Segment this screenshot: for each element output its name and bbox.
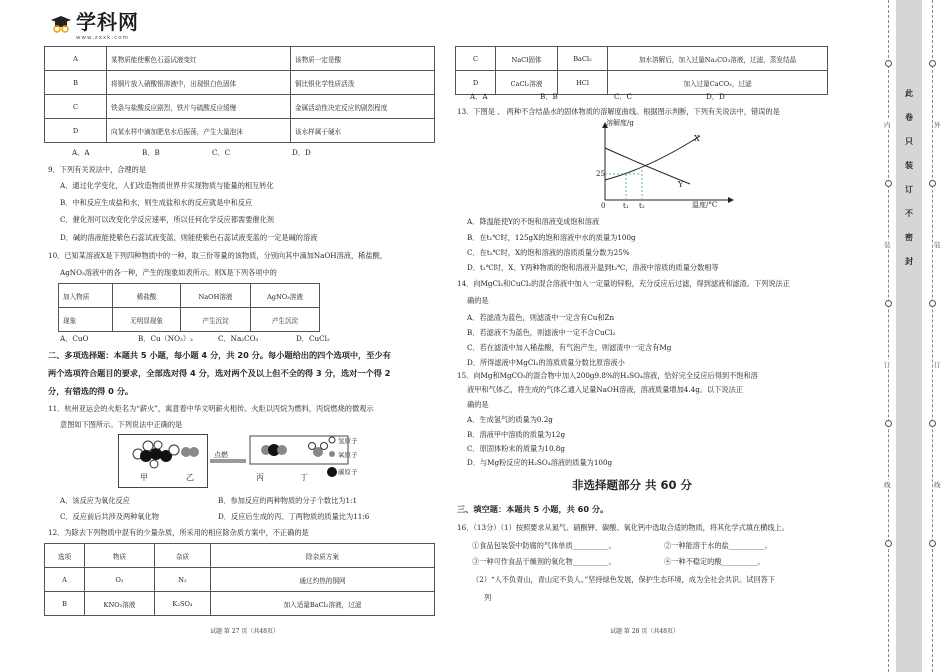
table-row: B 将铜片放入硝酸银溶液中，出现银白色固体 铜比银化学性质活泼	[45, 71, 435, 95]
seal-char: 卷	[905, 113, 913, 122]
q15-stem-1: 15．向Mg和MgCO₃的混合物中加入200g9.8%的H₂SO₄溶液，恰好完全反应后得到不饱和溶	[457, 371, 758, 380]
table-row: D 向某水样中滴加肥皂水后振荡，产生大量泡沫 该水样属于硬水	[45, 119, 435, 143]
q11-option-b: B．参加反应的两种物质的分子个数比为1:1	[218, 496, 358, 505]
q10-option-b: B．Cu（NO₃）₂	[138, 334, 193, 343]
inner-binding-line	[888, 0, 889, 672]
q11-stem-1: 11．杭州亚运会的火炬名为“薪火”，寓意着中华文明薪火相传。火炬以丙烷为燃料，丙烷燃烧的微观示	[48, 404, 374, 413]
q9-option-d: D．碱的溶液能使紫色石蕊试液变蓝，则能使紫色石蕊试液变蓝的一定是碱的溶液	[60, 233, 318, 242]
q12-option-a: A．A	[470, 92, 488, 101]
seal-char: 只	[905, 137, 913, 146]
outer-label: 外	[934, 121, 941, 129]
q9-stem: 9．下列有关说法中，合理的是	[48, 165, 147, 174]
q13-option-c: C．在t₂℃时，X的饱和溶液的溶质质量分数为25%	[467, 248, 630, 257]
table-row: C 铁条与盐酸反应剧烈，铁片与硫酸反应缓慢 金属活动性决定反应的剧烈程度	[45, 95, 435, 119]
chart-tick-25: 25	[596, 170, 605, 178]
inner-label: 内	[884, 121, 891, 129]
inner-label: 装	[884, 241, 891, 249]
q9-option-b: B．中和反应生成盐和水，则生成盐和水的反应就是中和反应	[60, 198, 253, 207]
binding-hole-icon	[885, 60, 892, 67]
q14-stem-2: 确的是	[467, 296, 489, 305]
table-row: 现象 无明显现象 产生沉淀 产生沉淀	[59, 308, 320, 332]
curve-y	[605, 148, 690, 184]
label-ding: 丁	[300, 473, 308, 482]
table-row: B KNO₃溶液 K₂SO₄ 加入适量BaCl₂溶液，过滤	[45, 592, 435, 616]
left-page-footer: 试题 第 27 页（共48页）	[210, 628, 279, 635]
chart-series-x: X	[694, 134, 700, 143]
q16-item-2: ②一种能溶于水的盐__________。	[664, 541, 772, 550]
q13-option-d: D．t₁℃时，X、Y两种物质的饱和溶液升温到t₂℃，溶液中溶质的质量分数相等	[467, 263, 719, 272]
binding-hole-icon	[885, 420, 892, 427]
q9-option-a: A．通过化学变化，人们改造物质世界并实现物质与能量的相互转化	[60, 181, 274, 190]
q12-option-b: B．B	[540, 92, 558, 101]
chart-series-y: Y	[678, 180, 684, 189]
legend-hydrogen: 氢原子	[338, 437, 358, 445]
hydrogen-atom-legend-icon	[329, 437, 335, 443]
chart-y-label: 溶解度/g	[606, 119, 634, 127]
q16-item-4: ④一种不稳定的酸__________。	[664, 557, 765, 566]
q16-item-1: ①食品包装袋中防腐的气体单质__________。	[472, 541, 616, 550]
q15-stem-2: 液甲和气体乙，将生成的气体乙通入足量NaOH溶液，溶液质量增加4.4g。以下说法正	[467, 385, 743, 394]
label-jia: 甲	[140, 473, 148, 482]
q11-option-a: A．该反应为氧化反应	[60, 496, 130, 505]
q15-option-c: C．原固体粉末的质量为10.8g	[467, 444, 565, 453]
q10-stem-1: 10．已知某溶液X是下列四种物质中的一种，取三份等量的该物质，分别向其中滴加NaOH溶液，稀盐酸，	[48, 251, 387, 260]
inner-label: 订	[884, 361, 891, 369]
binding-hole-icon	[885, 180, 892, 187]
seal-char: 订	[905, 185, 913, 194]
logo	[50, 6, 139, 41]
outer-binding-line	[932, 0, 933, 672]
q12-option-d: D．D	[706, 92, 725, 101]
seal-char: 封	[905, 257, 913, 266]
carbon-atom-legend-icon	[327, 467, 337, 477]
q14-option-a: A．若滤渣为蓝色，则滤渣中一定含有Cu和Zn	[467, 313, 615, 322]
binding-hole-icon	[885, 300, 892, 307]
logo-url: www.zxxk.com	[76, 35, 129, 41]
q8-option-a: A．A	[72, 148, 90, 157]
q15-option-d: D．与Mg粉反应的H₂SO₄溶液的质量为100g	[467, 458, 613, 467]
q12-table-left	[44, 543, 435, 616]
q14-option-c: C．若在滤渣中加入稀盐酸，有气泡产生，则滤渣中一定含有Mg	[467, 343, 672, 352]
graduation-cap-icon	[50, 14, 72, 34]
q12-table-right	[455, 46, 828, 95]
q16-item-3: ③一种可作食品干燥剂的氧化物__________。	[472, 557, 616, 566]
q16-part2-line2: 列	[484, 593, 492, 602]
q9-option-c: C．催化剂可以改变化学反应速率，所以任何化学反应都需要催化剂	[60, 215, 274, 224]
binding-hole-icon	[929, 420, 936, 427]
q13-option-a: A．降温能使Y的不饱和溶液变成饱和溶液	[467, 217, 600, 226]
seal-char: 不	[905, 209, 913, 218]
q13-option-b: B．在t₁℃时，125gX的饱和溶液中水的质量为100g	[467, 233, 636, 242]
q14-stem-1: 14．向MgCl₂和CuCl₂的混合溶液中加入一定量的锌粉，充分反应后过滤，得到滤液和滤渣。下列说法正	[457, 279, 790, 288]
oxygen-molecule	[181, 447, 199, 457]
q10-stem-2: AgNO₃溶液中的各一种，产生的现象如表所示。则X是下列各项中的	[60, 268, 277, 277]
q11-option-c: C．反应前后共涉及两种氧化物	[60, 512, 159, 521]
table-row: 选项 物质 杂质 除杂质方案	[45, 544, 435, 568]
q16-stem: 16．（13分）（1）按照要求从氮气、硝酸钾、碳酸、氧化钙中选取合适的物质，将其化学式填在横线上。	[457, 523, 789, 532]
q10-option-a: A．CuO	[60, 334, 89, 343]
chart-x-label: 温度/°C	[692, 201, 718, 209]
chart-tick-t1: t₁	[623, 202, 629, 210]
seal-char: 此	[905, 89, 913, 98]
q8-option-c: C．C	[212, 148, 231, 157]
q8-option-d: D．D	[292, 148, 311, 157]
section3-heading: 三、填空题：本题共 5 小题，共 60 分。	[457, 504, 609, 514]
outer-label: 线	[934, 481, 941, 489]
table-row: D CaCl₂溶液 HCl 加入过量CaCO₃，过滤	[456, 71, 828, 95]
q12-option-c: C．C	[614, 92, 633, 101]
part-title: 非选择题部分 共 60 分	[572, 478, 693, 492]
binding-hole-icon	[885, 540, 892, 547]
chart-tick-0: 0	[601, 202, 606, 210]
q12-stem: 12．为除去下列物质中混有的少量杂质，所采用的相应除杂质方案中，不正确的是	[48, 528, 309, 537]
seal-char: 装	[905, 161, 913, 170]
table-row: 加入物质 稀盐酸 NaOH溶液 AgNO₃溶液	[59, 284, 320, 308]
legend-oxygen: 氧原子	[338, 451, 358, 459]
right-page-footer: 试题 第 28 页（共48页）	[610, 628, 679, 635]
q10-option-d: D．CuCl₂	[296, 334, 330, 343]
arrow-label: 点燃	[214, 451, 228, 459]
q11-stem-2: 意图如下图所示。下列说法中正确的是	[60, 420, 183, 429]
binding-hole-icon	[929, 60, 936, 67]
q14-option-d: D．所得滤液中MgCl₂的溶质质量分数比原溶液小	[467, 358, 625, 367]
q10-table	[58, 283, 320, 332]
table-row: C NaCl固体 BaCl₂ 加水溶解后，加入过量Na₂CO₃溶液，过滤，蒸发结晶	[456, 47, 828, 71]
seal-char: 密	[905, 233, 913, 242]
label-bing: 丙	[256, 473, 264, 482]
oxygen-atom-legend-icon	[329, 451, 335, 457]
section2-heading-1: 二、多项选择题：本题共 5 小题，每小题 4 分，共 20 分。每小题给出的四个选项中，至少有	[48, 350, 391, 360]
label-yi: 乙	[186, 473, 194, 482]
section2-heading-2: 两个选项符合题目的要求，全部选对得 4 分，选对两个及以上但不全的得 3 分，选对一个得 2	[48, 368, 391, 378]
legend-carbon: 碳原子	[338, 468, 358, 476]
q10-option-c: C．Na₂CO₃	[218, 334, 259, 343]
chart-tick-t2: t₂	[639, 202, 645, 210]
left-top-table	[44, 46, 435, 143]
q11-option-d: D．反应后生成的丙、丁两物质的质量比为11:6	[218, 512, 370, 521]
solubility-chart	[590, 118, 740, 218]
binding-hole-icon	[929, 180, 936, 187]
table-row: A O₂ N₂ 通过灼热的铜网	[45, 568, 435, 592]
q15-option-a: A．生成氢气的质量为0.2g	[467, 415, 553, 424]
logo-text: 学科网	[76, 10, 139, 34]
outer-label: 订	[934, 361, 941, 369]
inner-label: 线	[884, 481, 891, 489]
q16-part2-line1: （2）“人不负青山，青山定不负人。”坚持绿色发展，保护生态环境，成为全社会共识。试回答下	[472, 575, 776, 584]
section2-heading-3: 分，有错选的得 0 分。	[48, 386, 134, 396]
binding-hole-icon	[929, 300, 936, 307]
q14-option-b: B．若滤液不为蓝色，则滤液中一定不含CuCl₂	[467, 328, 616, 337]
curve-x	[605, 136, 700, 180]
q15-option-b: B．溶液甲中溶质的质量为12g	[467, 430, 566, 439]
binding-hole-icon	[929, 540, 936, 547]
q15-stem-3: 确的是	[467, 400, 489, 409]
outer-label: 装	[934, 241, 941, 249]
reaction-diagram	[118, 434, 408, 492]
seal-strip	[896, 0, 922, 672]
q13-stem: 13．下图是 、 两种不含结晶水的固体物质的溶解度曲线。根据图示判断，下列有关说法中，错误的是	[457, 107, 780, 116]
table-row: A 某物质能使紫色石蕊试液变红 该物质一定是酸	[45, 47, 435, 71]
q8-option-b: B．B	[142, 148, 160, 157]
propane-molecule	[133, 441, 179, 468]
